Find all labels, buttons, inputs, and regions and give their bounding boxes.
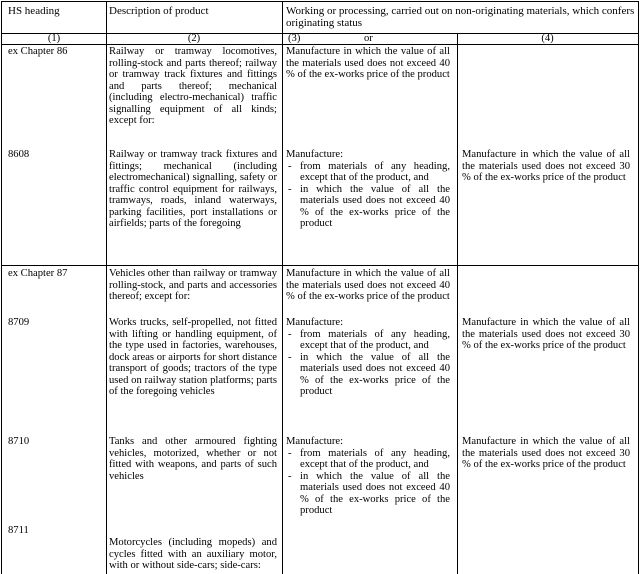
- section-rule: [2, 265, 638, 266]
- row-description: Motorcycles (including mopeds) and cycles fitted with an auxiliary motor, with or without side-cars; side-cars:: [109, 537, 277, 571]
- row-working: Manufacture in which the value of all the materials used does not exceed 40 % of the ex-works price of the product: [286, 268, 450, 302]
- rules-of-origin-table: [1, 1, 639, 574]
- row-description: Railway or tramway track fixtures and fittings; mechanical (including electromechanical) signalling, safety or traffic control equipment for railways, tramways, roads, inland waterways, parking facilities, port installations or airfields; parts of the foregoing: [109, 149, 277, 229]
- row-working: [286, 436, 450, 517]
- column-rule-1: [106, 2, 107, 574]
- row-heading: 8710: [8, 436, 30, 447]
- row-heading: ex Chapter 86: [8, 46, 68, 57]
- row-alternative: Manufacture in which the value of all the materials used does not exceed 30 % of the ex-works price of the product: [462, 436, 630, 470]
- row-heading: 8709: [8, 317, 30, 328]
- row-heading: 8608: [8, 149, 30, 160]
- working-condition: - from materials of any heading, except that of the product, and: [286, 448, 450, 471]
- column-rule-2: [282, 2, 283, 574]
- working-condition: - from materials of any heading, except that of the product, and: [286, 329, 450, 352]
- working-intro: Manufacture:: [286, 149, 344, 160]
- row-description: Tanks and other armoured fighting vehicles, motorized, whether or not fitted with weapons, and parts of such vehicles: [109, 436, 277, 482]
- row-alternative: Manufacture in which the value of all the materials used does not exceed 30 % of the ex-works price of the product: [462, 317, 630, 351]
- row-heading: 8711: [8, 525, 29, 536]
- working-conditions: [286, 448, 450, 517]
- row-working: [286, 149, 450, 230]
- row-working: Manufacture in which the value of all the materials used does not exceed 40 % of the ex-works price of the product: [286, 46, 450, 80]
- row-description: Railway or tramway locomotives, rolling-stock and parts thereof; railway or tramway track fixtures and fittings and parts thereof; mechanical (including electro-mechanical) traffic signalling equipment of all kinds; except for:: [109, 46, 277, 126]
- working-condition: - in which the value of all the materials used does not exceed 40 % of the ex-works price of the product: [286, 471, 450, 517]
- row-alternative: Manufacture in which the value of all the materials used does not exceed 30 % of the ex-works price of the product: [462, 149, 630, 183]
- header-hs-heading: HS heading: [8, 5, 60, 17]
- row-heading: ex Chapter 87: [8, 268, 68, 279]
- header-description: Description of product: [109, 5, 209, 17]
- working-intro: Manufacture:: [286, 317, 344, 328]
- header-number-1: (1): [47, 33, 61, 44]
- header-or: or: [364, 33, 373, 44]
- column-rule-3: [457, 33, 458, 574]
- row-description: Works trucks, self-propelled, not fitted with lifting or handling equipment, of the type used in factories, warehouses, dock areas or airports for short distance transport of goods; tractors of the type used on railway station platforms; parts of the foregoing vehicles: [109, 317, 277, 397]
- working-conditions: [286, 161, 450, 230]
- header-number-3: (3): [288, 33, 301, 44]
- working-intro: Manufacture:: [286, 436, 344, 447]
- header-number-4: (4): [541, 33, 554, 44]
- header-number-2: (2): [187, 33, 201, 44]
- header-working: Working or processing, carried out on non-originating materials, which confers originating status: [286, 5, 635, 29]
- working-condition: - in which the value of all the materials used does not exceed 40 % of the ex-works price of the product: [286, 184, 450, 230]
- working-condition: - in which the value of all the materials used does not exceed 40 % of the ex-works price of the product: [286, 352, 450, 398]
- row-working: [286, 317, 450, 398]
- row-description: Vehicles other than railway or tramway rolling-stock, and parts and accessories thereof; except for:: [109, 268, 277, 302]
- working-condition: - from materials of any heading, except that of the product, and: [286, 161, 450, 184]
- working-conditions: [286, 329, 450, 398]
